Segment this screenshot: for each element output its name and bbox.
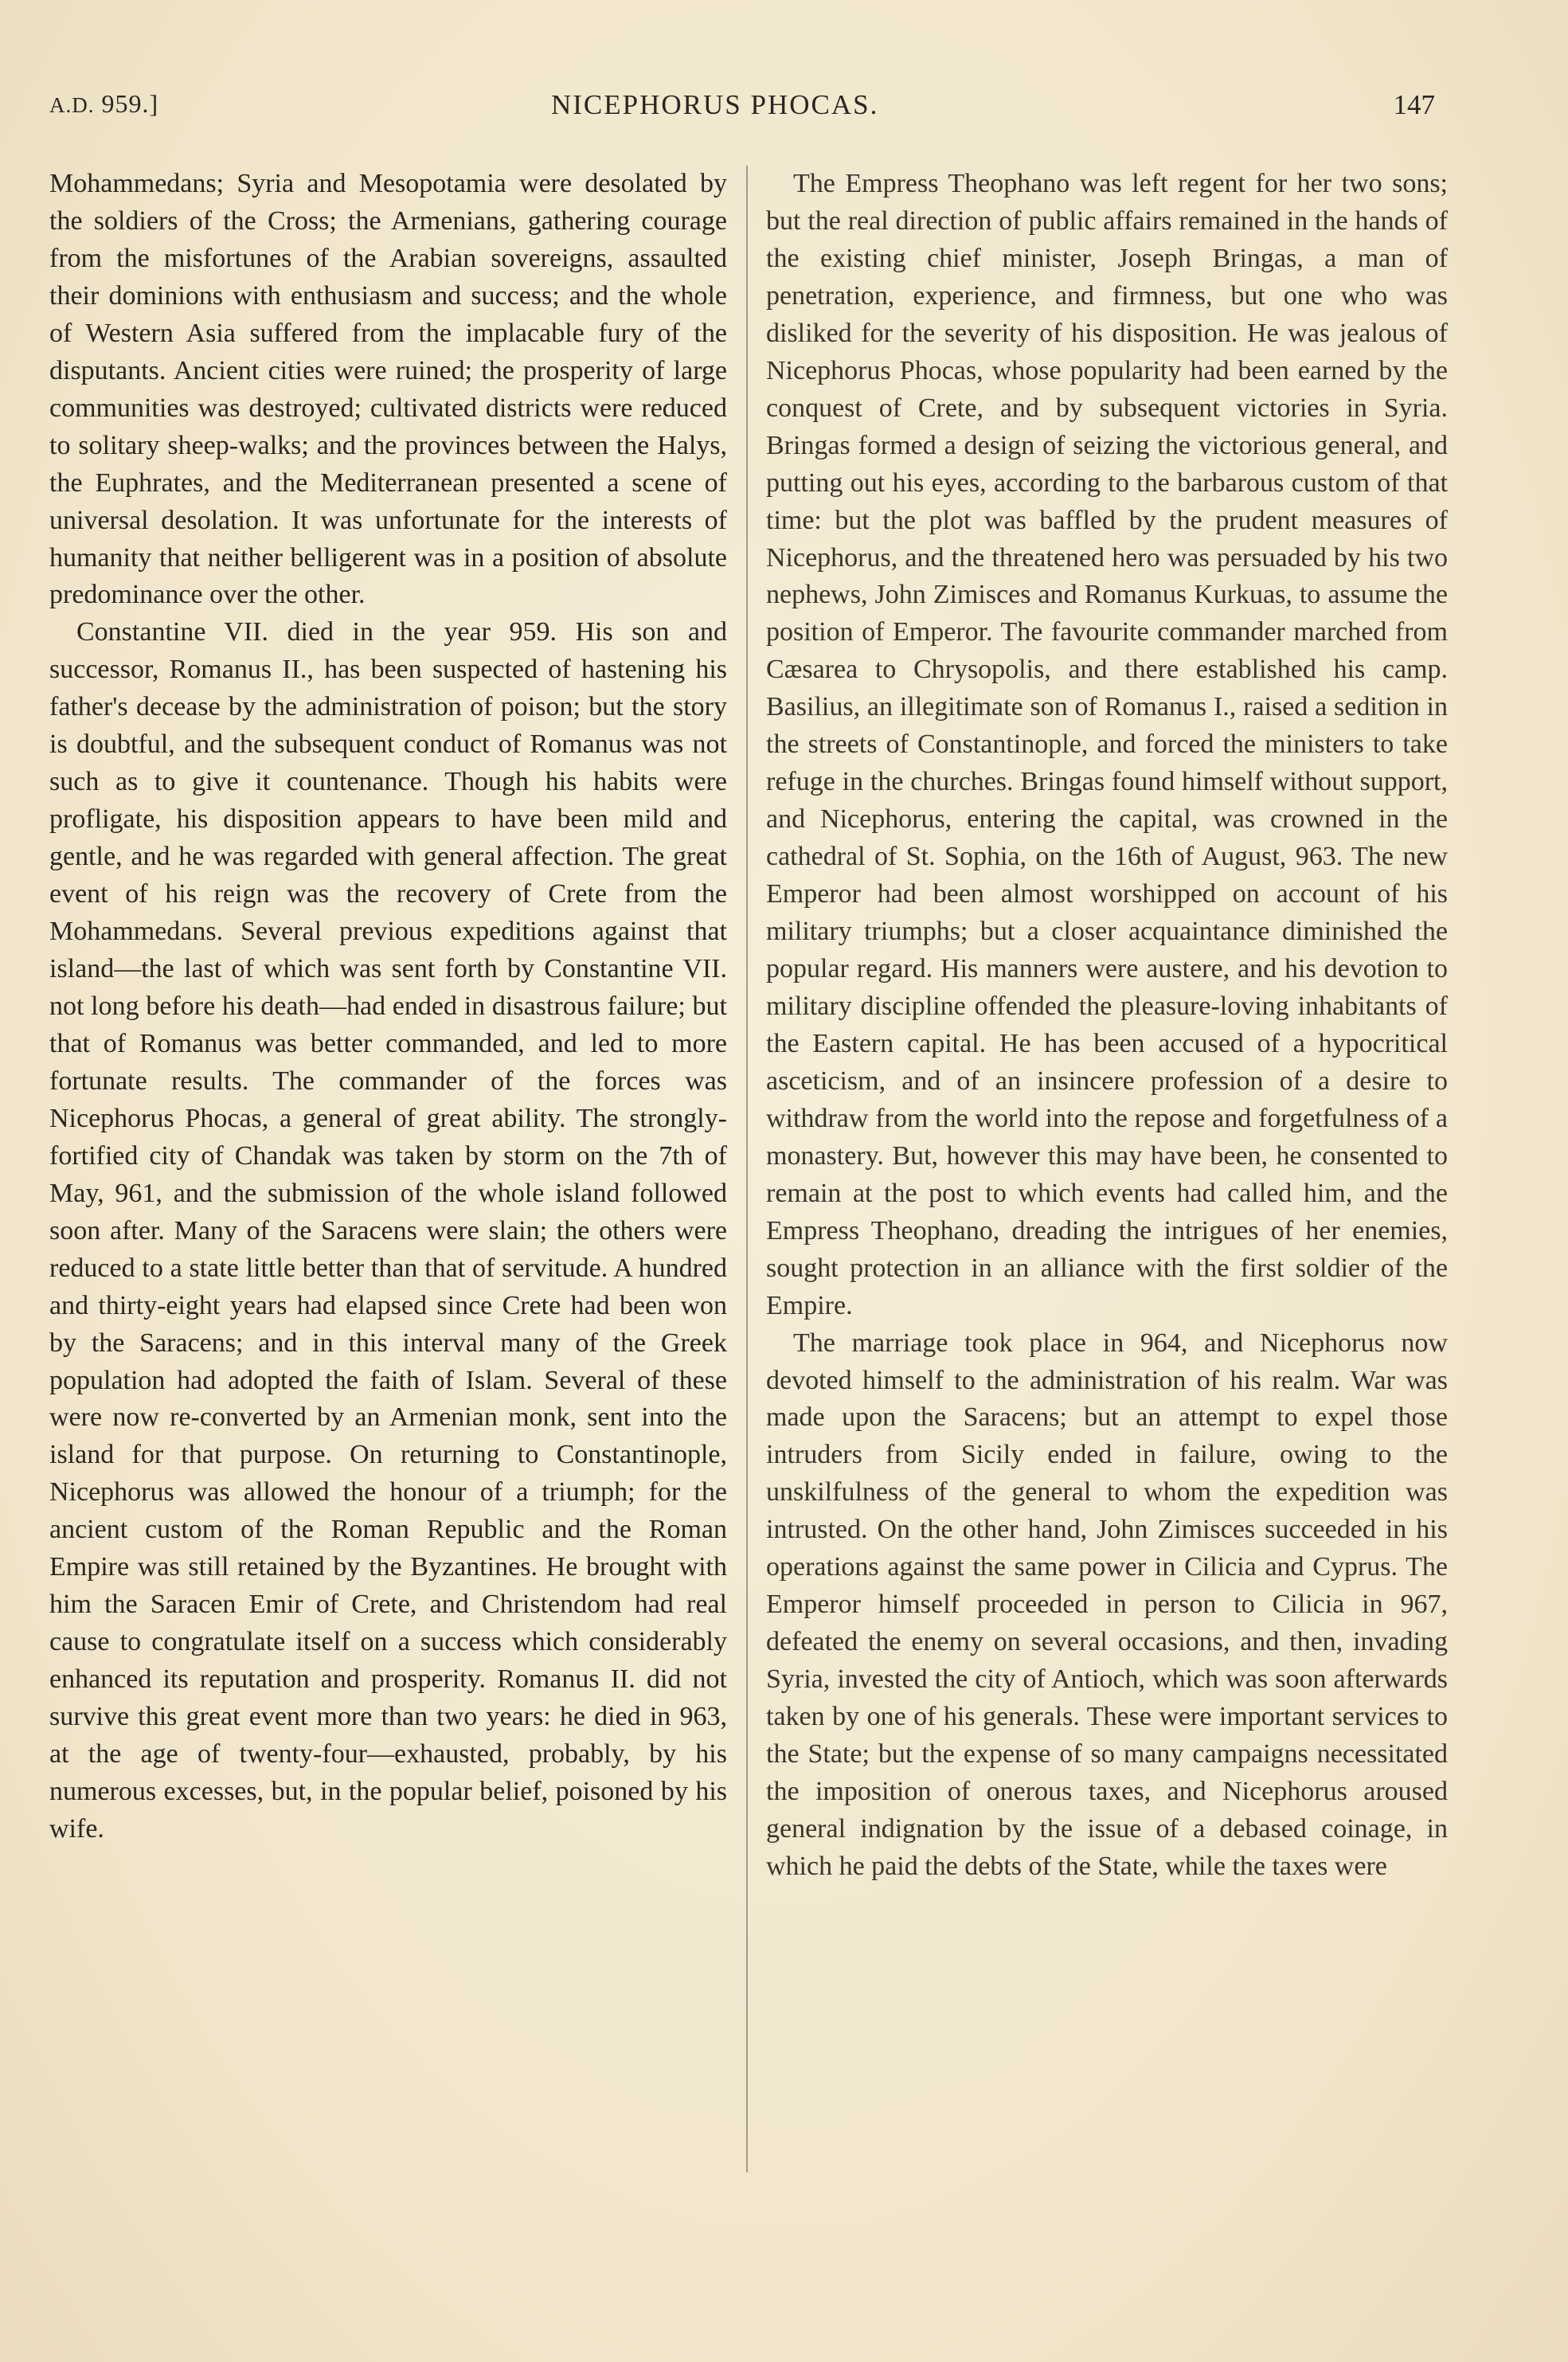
page-number: 147 — [1393, 89, 1435, 120]
running-head-date — [49, 89, 158, 119]
chapter-title: NICEPHORUS PHOCAS. — [551, 89, 879, 120]
running-head — [49, 89, 1435, 129]
era-label: A.D. — [49, 93, 95, 117]
paragraph: Constantine VII. died in the year 959. His son and successor, Romanus II., has been suspected of hastening his father's decease by the administration of poison; but the story is doubtful, and the subsequent conduct of Romanus was not such as to give it countenance. Though his habits were profligate, his disposition appears to have been mild and gentle, and he was regarded with general affection. The great event of his reign was the recovery of Crete from the Mohammedans. Several previous expeditions against that island—the last of which was sent forth by Constantine VII. not long before his death—had ended in disastrous failure; but that of Romanus was better commanded, and led to more fortunate results. The commander of the forces was Nicephorus Phocas, a general of great ability. The strongly-fortified city of Chandak was taken by storm on the 7th of May, 961, and the submission of the whole island followed soon after. Many of the Saracens were slain; the others were reduced to a state little better than that of servitude. A hundred and thirty-eight years had elapsed since Crete had been won by the Saracens; and in this interval many of the Greek population had adopted the faith of Islam. Several of these were now re-converted by an Armenian monk, sent into the island for that purpose. On returning to Constantinople, Nicephorus was allowed the honour of a triumph; for the ancient custom of the Roman Republic and the Roman Empire was still retained by the Byzantines. He brought with him the Saracen Emir of Crete, and Christendom had real cause to congratulate itself on a success which considerably enhanced its reputation and prosperity. Romanus II. did not survive this great event more than two years: he died in 963, at the age of twenty-four—exhausted, probably, by his numerous excesses, but, in the popular belief, poisoned by his wife. — [49, 617, 727, 1844]
paragraph: The Empress Theophano was left regent for her two sons; but the real direction of public affairs remained in the hands of the existing chief minister, Joseph Bringas, a man of penetration, experience, and firmness, but one who was disliked for the severity of his disposition. He was jealous of Nicephorus Phocas, whose popularity had been earned by the conquest of Crete, and by subsequent victories in Syria. Bringas formed a design of seizing the victorious general, and putting out his eyes, according to the barbarous custom of that time: but the plot was baffled by the prudent measures of Nicephorus, and the threatened hero was persuaded by his two nephews, John Zimisces and Romanus Kurkuas, to assume the position of Emperor. The favourite commander marched from Cæsarea to Chrysopolis, and there established his camp. Basilius, an illegitimate son of Romanus I., raised a sedition in the streets of Constantinople, and forced the ministers to take refuge in the churches. Bringas found himself without support, and Nicephorus, entering the capital, was crowned in the cathedral of St. Sophia, on the 16th of August, 963. The new Emperor had been almost worshipped on account of his military triumphs; but a closer acquaintance diminished the popular regard. His manners were austere, and his devotion to military discipline offended the pleasure-loving inhabitants of the Eastern capital. He has been accused of a hypocritical asceticism, and of an insincere profession of a desire to withdraw from the world into the repose and forgetfulness of a monastery. But, however this may have been, he consented to remain at the post to which events had called him, and the Empress Theophano, dreading the intrigues of her enemies, sought protection in an alliance with the first soldier of the Empire. — [766, 169, 1448, 1320]
paragraph: The marriage took place in 964, and Nicephorus now devoted himself to the administration of his realm. War was made upon the Saracens; but an attempt to expel those intruders from Sicily ended in failure, owing to the unskilfulness of the general to whom the expedition was intrusted. On the other hand, John Zimisces succeeded in his operations against the same power in Cilicia and Cyprus. The Emperor himself proceeded in person to Cilicia in 967, defeated the enemy on several occasions, and then, invading Syria, invested the city of Antioch, which was soon afterwards taken by one of his generals. These were important services to the State; but the expense of so many campaigns necessitated the imposition of onerous taxes, and Nicephorus aroused general indignation by the issue of a debased coinage, in which he paid the debts of the State, while the taxes were — [766, 1328, 1448, 1881]
left-column — [49, 166, 727, 1848]
right-column — [766, 166, 1448, 1886]
year-label: 959.] — [101, 89, 159, 118]
paragraph: Mohammedans; Syria and Mesopotamia were desolated by the soldiers of the Cross; the Armenians, gathering courage from the misfortunes of the Arabian sovereigns, assaulted their dominions with enthusiasm and success; and the whole of Western Asia suffered from the implacable fury of the disputants. Ancient cities were ruined; the prosperity of large communities was destroyed; cultivated districts were reduced to solitary sheep-walks; and the provinces between the Halys, the Euphrates, and the Mediterranean presented a scene of universal desolation. It was unfortunate for the interests of humanity that neither belligerent was in a position of absolute predominance over the other. — [49, 169, 727, 610]
column-divider — [746, 166, 748, 2172]
